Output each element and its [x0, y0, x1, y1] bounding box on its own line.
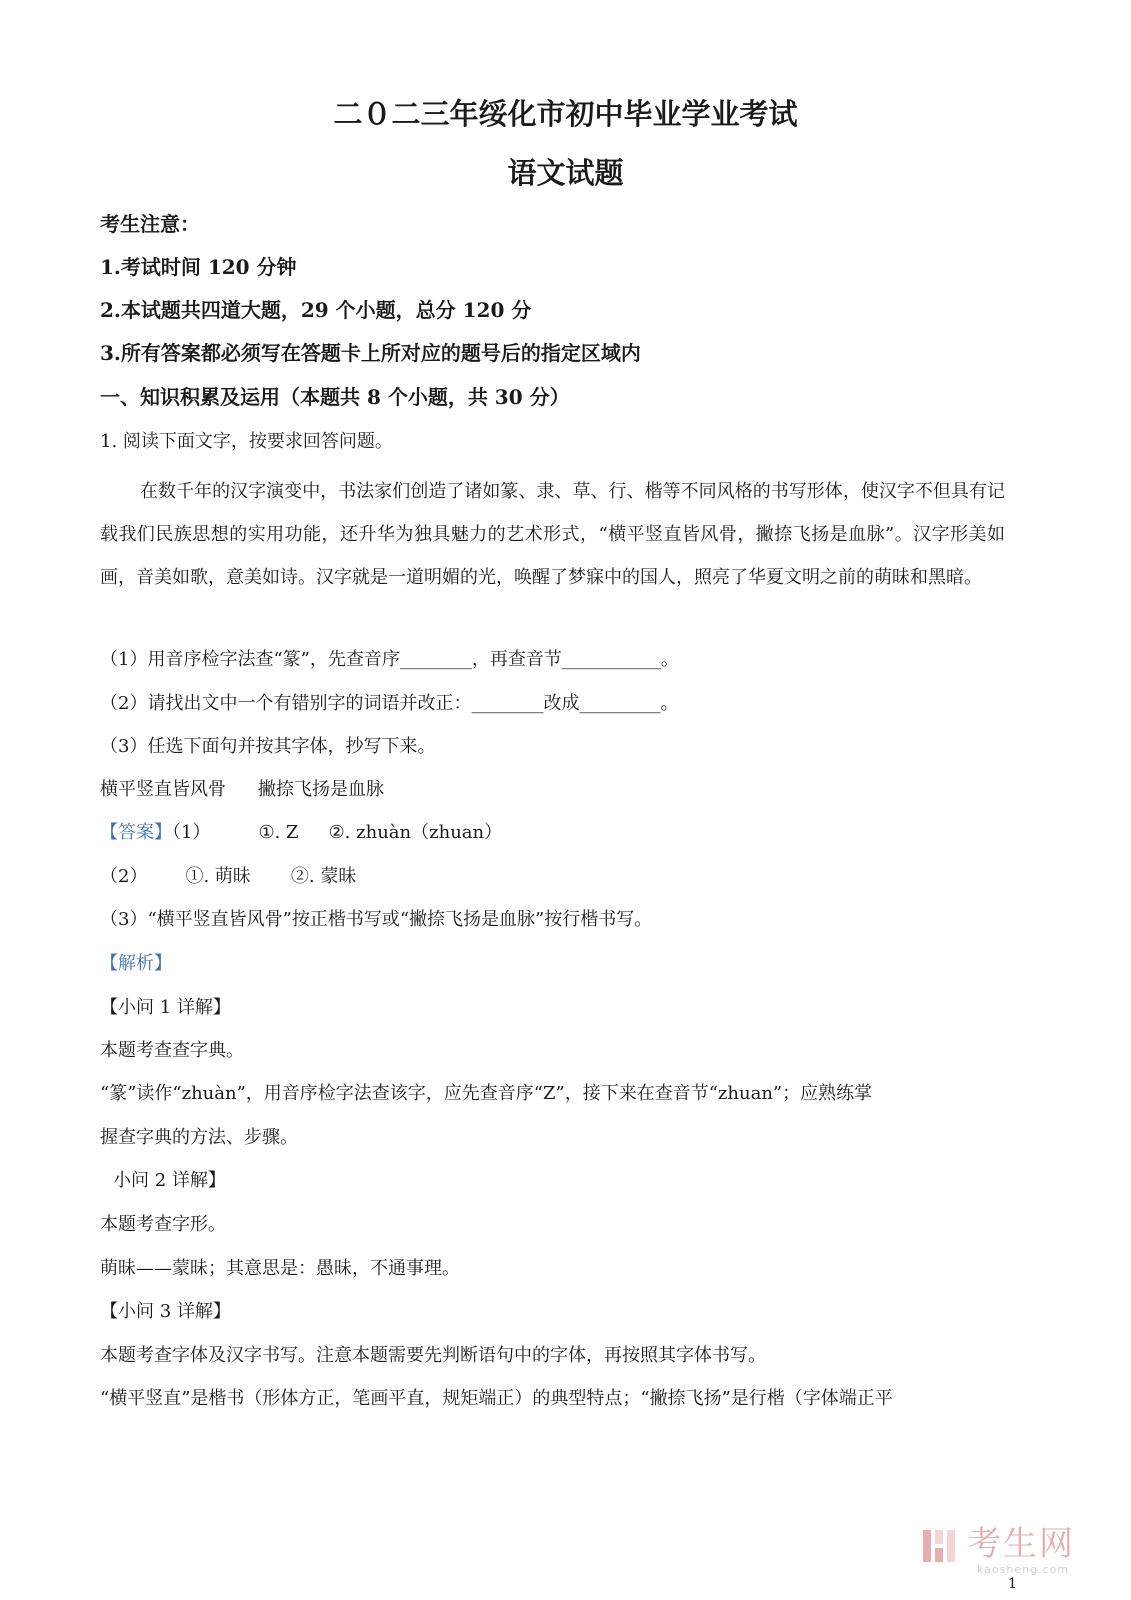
analysis-q1-line-3: 握查字典的方法、步骤。	[100, 1127, 298, 1148]
answer-label: 【答案】	[100, 822, 172, 843]
analysis-q3-heading: 【小问 3 详解】	[100, 1301, 231, 1322]
passage-text: 在数千年的汉字演变中，书法家们创造了诸如篆、隶、草、行、楷等不同风格的书写形体，使汉字不但具有记载我们民族思想的实用功能，还升华为独具魅力的艺术形式，“横平竖直皆风骨，撇捺飞扬是血脉”。汉字形美如画，音美如歌，意美如诗。汉字就是一道明媚的光，唤醒了梦寐中的国人，照亮了华夏文明之前的萌昧和黑暗。	[100, 481, 1005, 588]
page-title: 二０二三年绥化市初中毕业学业考试	[333, 97, 798, 131]
answer-1-second: ②. zhuàn（zhuan）	[328, 822, 503, 843]
watermark-logo-icon	[921, 1526, 961, 1566]
watermark-text: 考生网	[967, 1524, 1075, 1564]
answer-line-2	[100, 864, 356, 890]
analysis-q1-heading: 【小问 1 详解】	[100, 997, 231, 1018]
answer-2-number: （2）	[100, 866, 148, 887]
page-subtitle: 语文试题	[507, 156, 624, 190]
answer-1-number: （1）	[172, 822, 211, 843]
analysis-q3-line-1: 本题考查字体及汉字书写。注意本题需要先判断语句中的字体，再按照其字体书写。	[100, 1345, 766, 1366]
question-1-sub-3: （3）任选下面句并按其字体，抄写下来。	[100, 736, 436, 757]
notice-heading: 考生注意：	[100, 212, 200, 236]
question-1-sub-2: （2）请找出文中一个有错别字的词语并改正：________改成_________。	[100, 693, 679, 714]
calligraphy-sentence-b: 撇捺飞扬是血脉	[258, 779, 384, 800]
analysis-q1-line-2: “篆”读作“zhuàn”，用音序检字法查该字，应先查音序“Z”，接下来在查音节“zhuan”；应熟练掌	[100, 1083, 873, 1104]
analysis-q2-line-1: 本题考查字形。	[100, 1214, 226, 1235]
analysis-q2-line-2: 萌昧——蒙昧；其意思是：愚昧，不通事理。	[100, 1258, 460, 1279]
watermark	[921, 1520, 1091, 1580]
analysis-q3-line-2: “横平竖直”是楷书（形体方正，笔画平直，规矩端正）的典型特点；“撇捺飞扬”是行楷（字体端正平	[100, 1388, 893, 1409]
answer-line-3: （3）“横平竖直皆风骨”按正楷书写或“撇捺飞扬是血脉”按行楷书写。	[100, 909, 653, 930]
answer-2-first: ①. 萌昧	[185, 866, 251, 887]
analysis-label: 【解析】	[100, 953, 172, 974]
section-1-heading: 一、知识积累及运用（本题共 8 个小题，共 30 分）	[100, 385, 570, 409]
calligraphy-sentences	[100, 777, 384, 803]
question-1-passage	[100, 470, 1005, 599]
answer-1-first: ①. Z	[258, 822, 299, 843]
notice-item-3: 3.所有答案都必须写在答题卡上所对应的题号后的指定区域内	[100, 341, 641, 365]
analysis-q2-heading: 小问 2 详解】	[113, 1170, 226, 1191]
answer-line-1	[100, 820, 502, 846]
notice-item-2: 2.本试题共四道大题，29 个小题，总分 120 分	[100, 298, 532, 322]
answer-2-second: ②. 蒙昧	[290, 866, 357, 887]
calligraphy-sentence-a: 横平竖直皆风骨	[100, 779, 226, 800]
notice-item-1: 1.考试时间 120 分钟	[100, 255, 297, 279]
watermark-site: kaosheng.com	[977, 1563, 1070, 1576]
question-1-sub-1: （1）用音序检字法查“篆”，先查音序________，再查音节___________。	[100, 649, 679, 670]
page-number: 1	[1008, 1576, 1017, 1592]
question-1-stem: 1. 阅读下面文字，按要求回答问题。	[100, 431, 393, 452]
analysis-q1-line-1: 本题考查查字典。	[100, 1040, 244, 1061]
